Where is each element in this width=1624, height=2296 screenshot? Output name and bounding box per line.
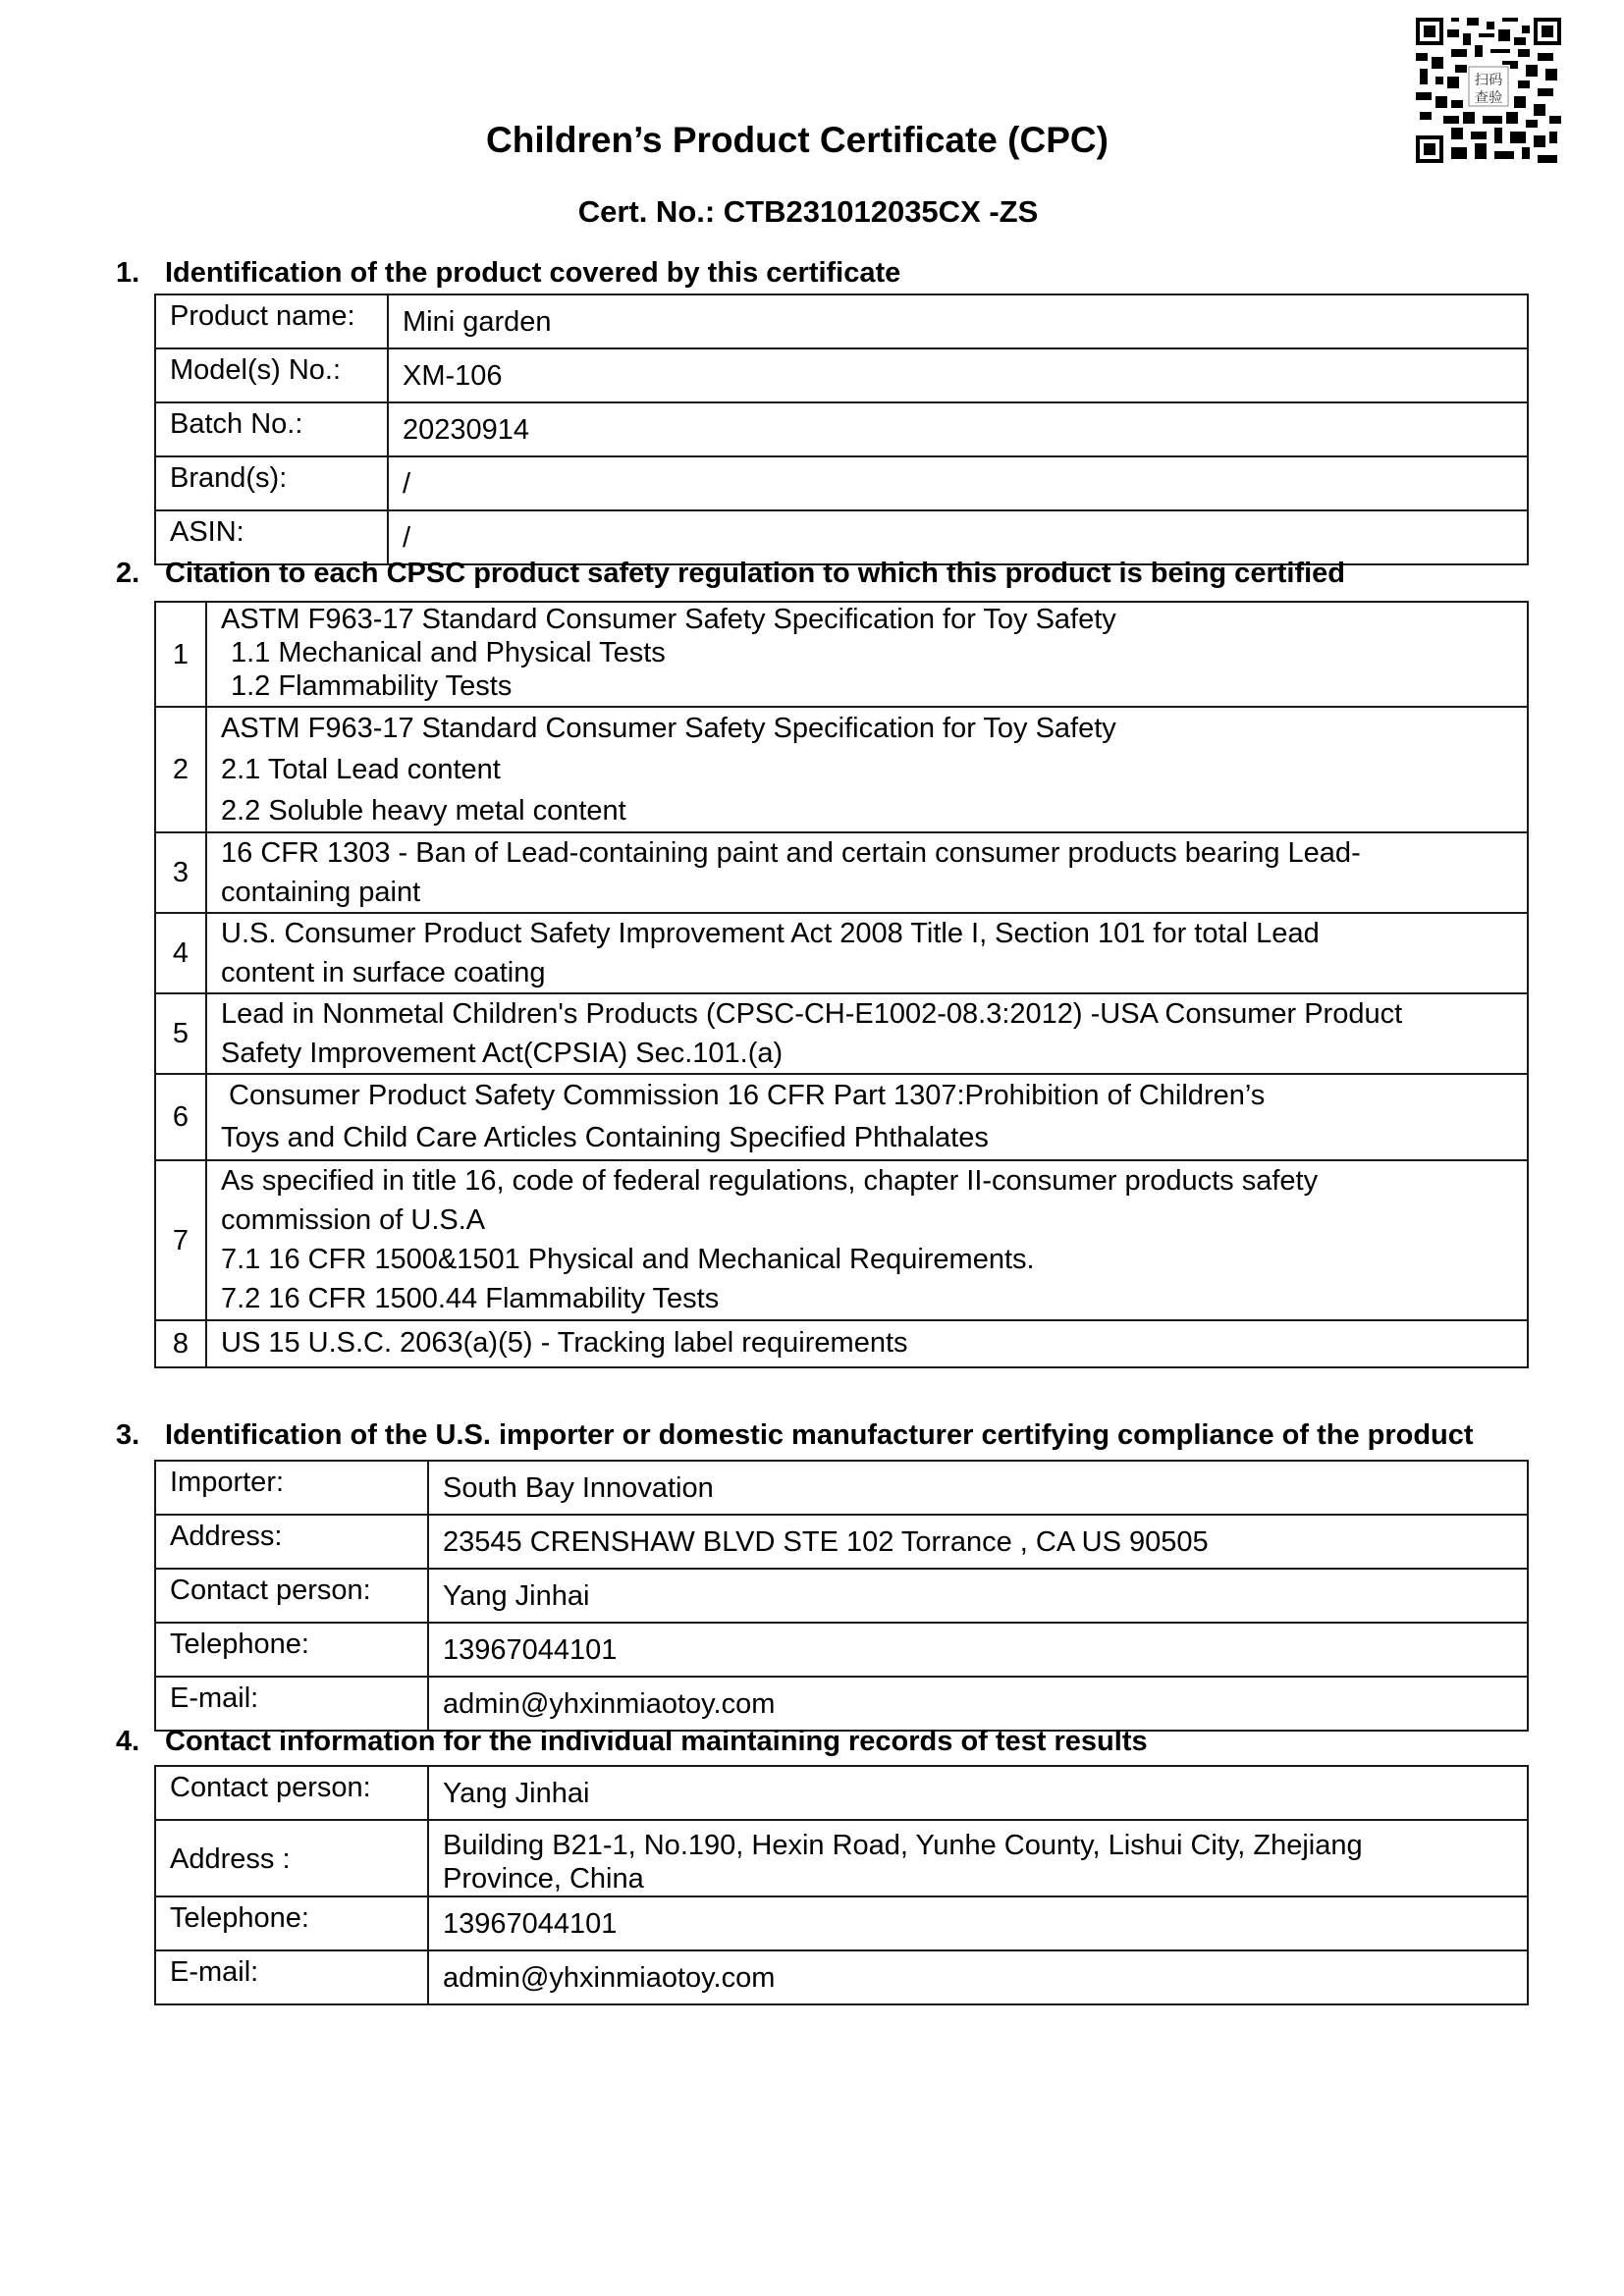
table-row: 2 ASTM F963-17 Standard Consumer Safety Specification for Toy Safety 2.1 Total Lead content 2.2 Soluble heavy metal content <box>155 707 1528 832</box>
table-row <box>155 1515 1528 1569</box>
row-label: Contact person: <box>155 1766 428 1820</box>
row-number: 1 <box>155 602 206 707</box>
table-row: 7 As specified in title 16, code of federal regulations, chapter II-consumer products safety commission of U.S.A 7.1 16 CFR 1500&1501 Physical and Mechanical Requirements. 7.2 16 CFR 1500.44 Flammability Tests <box>155 1160 1528 1320</box>
table-row <box>155 1766 1528 1820</box>
row-number: 8 <box>155 1320 206 1367</box>
table-row <box>155 348 1528 402</box>
svg-text:查验: 查验 <box>1474 90 1503 106</box>
row-label: Importer: <box>155 1461 428 1515</box>
row-label: E-mail: <box>155 1677 428 1731</box>
row-label: Telephone: <box>155 1623 428 1677</box>
contact-person-value: Yang Jinhai <box>428 1569 1528 1623</box>
table-row: 3 16 CFR 1303 - Ban of Lead-containing paint and certain consumer products bearing Lead- containing paint <box>155 832 1528 913</box>
row-label: Batch No.: <box>155 402 388 456</box>
records-contact-table <box>154 1765 1529 2005</box>
row-label: Brand(s): <box>155 456 388 510</box>
table-row <box>155 1623 1528 1677</box>
row-number: 2 <box>155 707 206 832</box>
regulation-citation-table <box>154 601 1529 1368</box>
importer-value: South Bay Innovation <box>428 1461 1528 1515</box>
importer-table <box>154 1460 1529 1732</box>
table-row: 6 Consumer Product Safety Commission 16 CFR Part 1307:Prohibition of Children’s Toys and Child Care Articles Containing Specified Phthalates <box>155 1074 1528 1160</box>
asin-value: / <box>388 510 1528 564</box>
table-row <box>155 294 1528 348</box>
table-row <box>155 1950 1528 2004</box>
telephone-value: 13967044101 <box>428 1896 1528 1950</box>
row-label: Address : <box>155 1820 428 1896</box>
table-row: 8 US 15 U.S.C. 2063(a)(5) - Tracking label requirements <box>155 1320 1528 1367</box>
table-row <box>155 402 1528 456</box>
table-row <box>155 456 1528 510</box>
contact-person-value: Yang Jinhai <box>428 1766 1528 1820</box>
certificate-number: Cert. No.: CTB231012035CX -ZS <box>577 194 1039 229</box>
table-row: 1 ASTM F963-17 Standard Consumer Safety Specification for Toy Safety 1.1 Mechanical and Physical Tests 1.2 Flammability Tests <box>155 602 1528 707</box>
table-row <box>155 1461 1528 1515</box>
telephone-value: 13967044101 <box>428 1623 1528 1677</box>
section-1-heading: 1. Identification of the product covered by this certificate <box>116 257 901 289</box>
brand-value: / <box>388 456 1528 510</box>
row-number: 5 <box>155 993 206 1074</box>
address-value: 23545 CRENSHAW BLVD STE 102 Torrance , CA US 90505 <box>428 1515 1528 1569</box>
row-label: Address: <box>155 1515 428 1569</box>
section-4-heading: 4. Contact information for the individual maintaining records of test results <box>116 1726 1148 1757</box>
table-row: 4 U.S. Consumer Product Safety Improvement Act 2008 Title I, Section 101 for total Lead content in surface coating <box>155 913 1528 993</box>
row-number: 7 <box>155 1160 206 1320</box>
table-row: 5 Lead in Nonmetal Children's Products (CPSC-CH-E1002-08.3:2012) -USA Consumer Product Safety Improvement Act(CPSIA) Sec.101.(a) <box>155 993 1528 1074</box>
email-value: admin@yhxinmiaotoy.com <box>428 1950 1528 2004</box>
row-number: 6 <box>155 1074 206 1160</box>
batch-number-value: 20230914 <box>388 402 1528 456</box>
table-row <box>155 1820 1528 1896</box>
email-value: admin@yhxinmiaotoy.com <box>428 1677 1528 1731</box>
row-label: ASIN: <box>155 510 388 564</box>
row-label: E-mail: <box>155 1950 428 2004</box>
svg-text:扫码: 扫码 <box>1474 73 1503 88</box>
table-row <box>155 1569 1528 1623</box>
row-number: 3 <box>155 832 206 913</box>
product-name-value: Mini garden <box>388 294 1528 348</box>
table-row <box>155 1677 1528 1731</box>
row-label: Contact person: <box>155 1569 428 1623</box>
section-2-heading: 2. Citation to each CPSC product safety regulation to which this product is being certified <box>116 558 1345 589</box>
table-row <box>155 1896 1528 1950</box>
product-identification-table <box>154 294 1529 565</box>
model-number-value: XM-106 <box>388 348 1528 402</box>
table-row <box>155 510 1528 564</box>
row-label: Telephone: <box>155 1896 428 1950</box>
row-label: Model(s) No.: <box>155 348 388 402</box>
row-number: 4 <box>155 913 206 993</box>
section-3-heading: 3. Identification of the U.S. importer or domestic manufacturer certifying compliance of the product <box>116 1419 1474 1451</box>
page-title: Children’s Product Certificate (CPC) <box>486 120 1109 160</box>
row-label: Product name: <box>155 294 388 348</box>
address-value: Building B21-1, No.190, Hexin Road, Yunhe County, Lishui City, Zhejiang Province, China <box>428 1820 1528 1896</box>
